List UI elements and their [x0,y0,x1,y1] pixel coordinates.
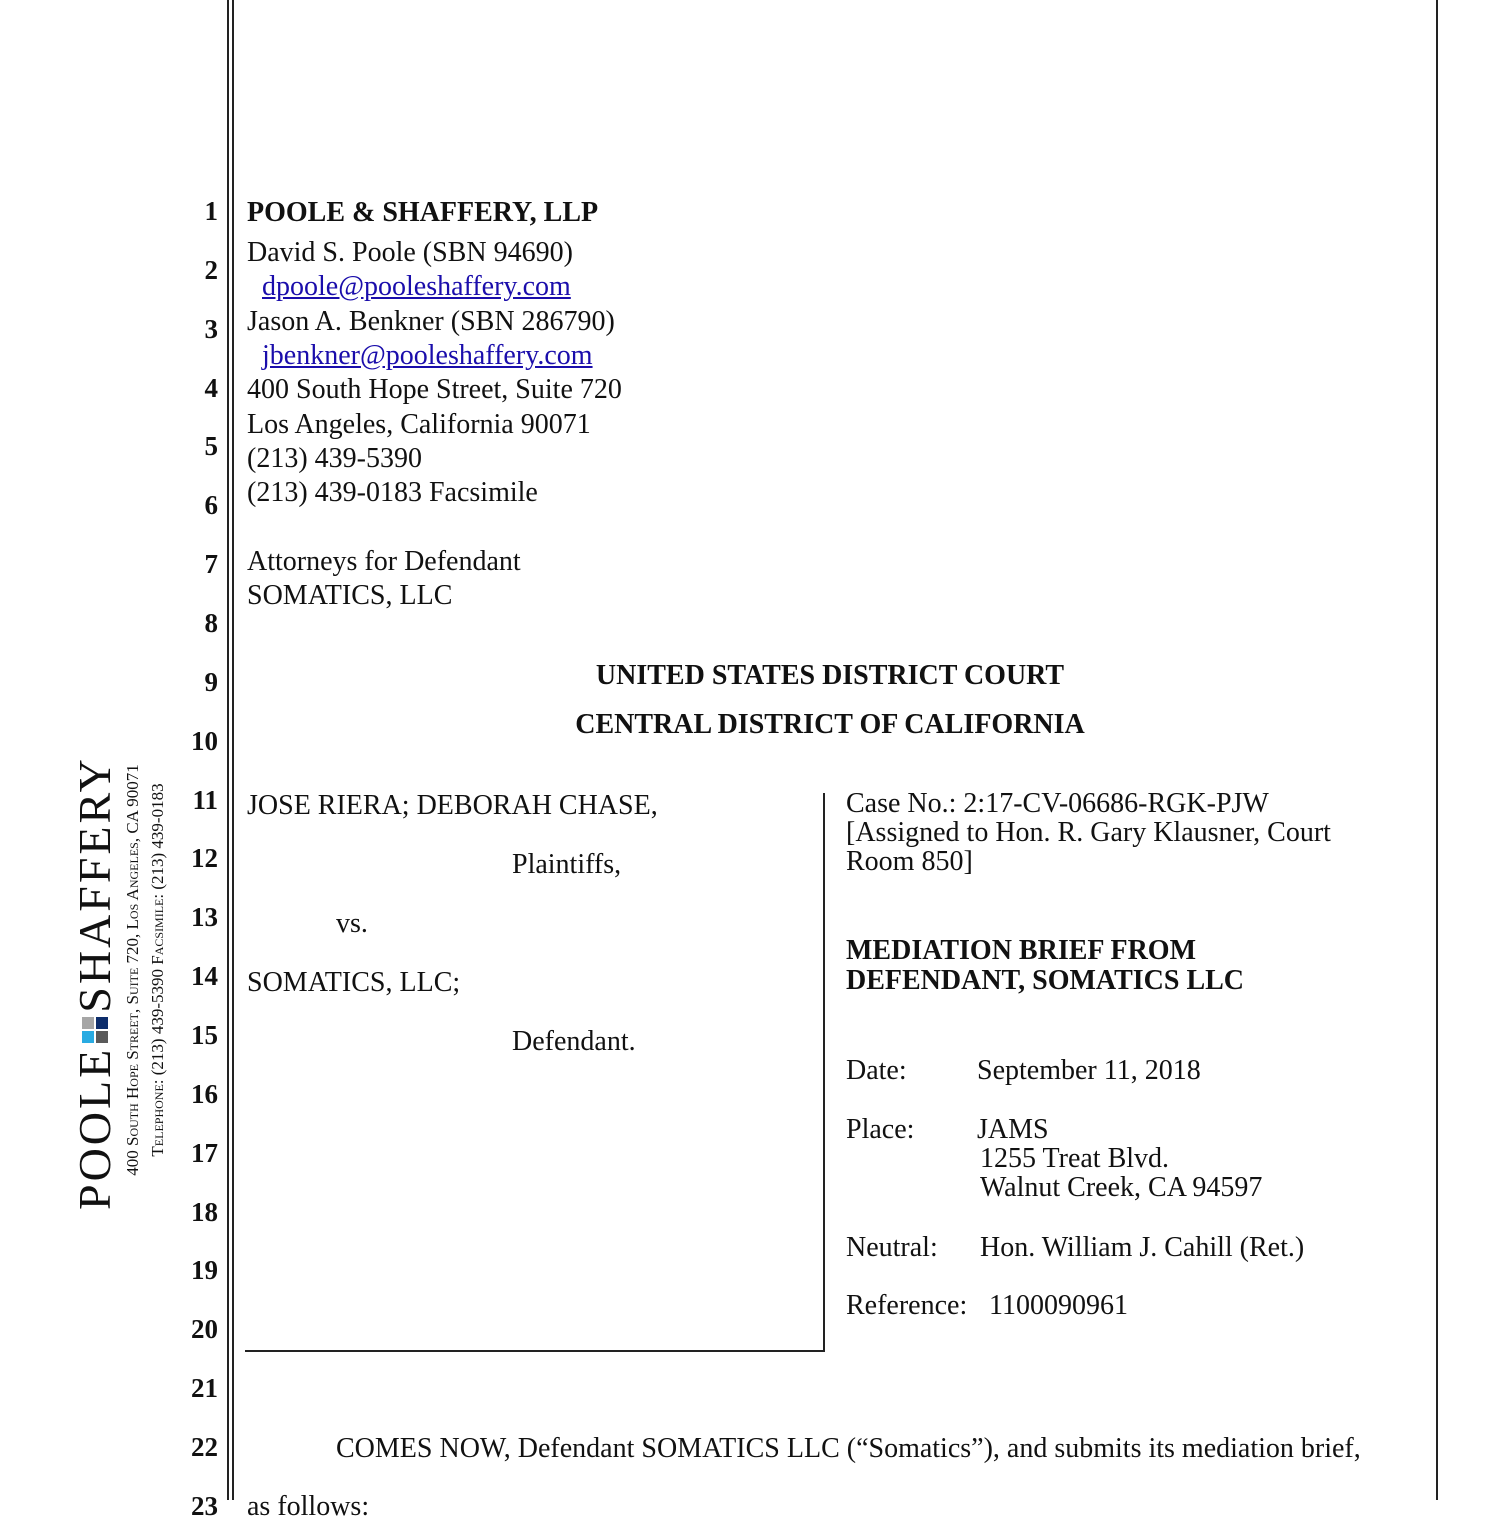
logo-text-shaffery: SHAFFERY [69,756,120,1013]
line-number: 15 [191,1020,218,1051]
logo-square [82,1031,94,1043]
document-title-1: MEDIATION BRIEF FROM [846,935,1196,966]
assigned-judge: [Assigned to Hon. R. Gary Klausner, Court [846,817,1331,848]
firm-phone-number: (213) 439-5390 [247,443,422,474]
place-label: Place: [846,1114,915,1145]
firm-logo [70,710,120,1210]
logo-square [96,1017,108,1029]
line-number: 8 [204,608,218,639]
attorney-email-1[interactable]: dpoole@pooleshaffery.com [262,271,571,302]
line-number: 14 [191,961,218,992]
line-number: 16 [191,1078,218,1109]
line-number: 18 [191,1196,218,1227]
line-number: 17 [191,1137,218,1168]
line-number: 7 [204,549,218,580]
intro-paragraph-continued: as follows: [247,1491,370,1522]
line-number: 23 [191,1490,218,1521]
line-number: 9 [204,666,218,697]
reference-value: 1100090961 [989,1290,1128,1321]
court-district: CENTRAL DISTRICT OF CALIFORNIA [575,709,1085,740]
left-margin-rule-inner [232,0,234,1500]
firm-address: 400 South Hope Street, Suite 720, Los Angeles, CA 90071 [123,764,142,1176]
intro-paragraph: COMES NOW, Defendant SOMATICS LLC (“Somatics”), and submits its mediation brief, [336,1433,1361,1464]
right-margin-rule [1436,0,1438,1500]
line-number: 3 [204,313,218,344]
line-number: 19 [191,1255,218,1286]
defendant-name: SOMATICS, LLC; [247,967,461,998]
line-number: 5 [204,431,218,462]
plaintiffs-names: JOSE RIERA; DEBORAH CHASE, [247,790,658,821]
line-number: 11 [192,784,218,815]
place-street: 1255 Treat Blvd. [980,1143,1170,1174]
firm-sidebar [70,710,170,1210]
document-title-2: DEFENDANT, SOMATICS LLC [846,965,1245,996]
line-number: 12 [191,843,218,874]
logo-square [82,1017,94,1029]
line-number: 4 [204,372,218,403]
logo-text-poole: POOLE [69,1046,120,1210]
line-number: 13 [191,902,218,933]
neutral-value: Hon. William J. Cahill (Ret.) [980,1232,1305,1263]
line-number: 2 [204,254,218,285]
versus: vs. [336,908,368,939]
firm-city: Los Angeles, California 90071 [247,409,591,440]
line-number: 6 [204,490,218,521]
case-number: Case No.: 2:17-CV-06686-RGK-PJW [846,788,1269,819]
date-label: Date: [846,1055,907,1086]
client-name: SOMATICS, LLC [247,580,453,611]
plaintiffs-label: Plaintiffs, [512,849,622,880]
attorney-name-2: Jason A. Benkner (SBN 286790) [247,306,615,337]
line-number: 10 [191,725,218,756]
line-number: 21 [191,1373,218,1404]
reference-label: Reference: [846,1290,968,1321]
date-value: September 11, 2018 [977,1055,1201,1086]
assigned-room: Room 850] [846,846,973,877]
neutral-label: Neutral: [846,1232,938,1263]
attorney-email-2[interactable]: jbenkner@pooleshaffery.com [262,340,593,371]
firm-name: POOLE & SHAFFERY, LLP [247,197,599,228]
left-margin-rule [227,0,229,1500]
firm-fax-number: (213) 439-0183 Facsimile [247,477,538,508]
logo-squares-icon [82,1017,108,1043]
firm-phone: Telephone: (213) 439-5390 Facsimile: (213) 439-0183 [148,783,167,1157]
defendant-label: Defendant. [512,1026,636,1057]
line-number: 20 [191,1314,218,1345]
attorney-name-1: David S. Poole (SBN 94690) [247,237,573,268]
caption-bottom-rule [245,1350,825,1352]
place-city: Walnut Creek, CA 94597 [980,1172,1263,1203]
line-number: 1 [204,196,218,226]
logo-square [96,1031,108,1043]
caption-divider [823,793,825,1351]
line-number: 22 [191,1432,218,1463]
court-name: UNITED STATES DISTRICT COURT [595,660,1065,691]
attorney-role: Attorneys for Defendant [247,546,521,577]
firm-street: 400 South Hope Street, Suite 720 [247,374,622,405]
place-name: JAMS [977,1114,1049,1145]
